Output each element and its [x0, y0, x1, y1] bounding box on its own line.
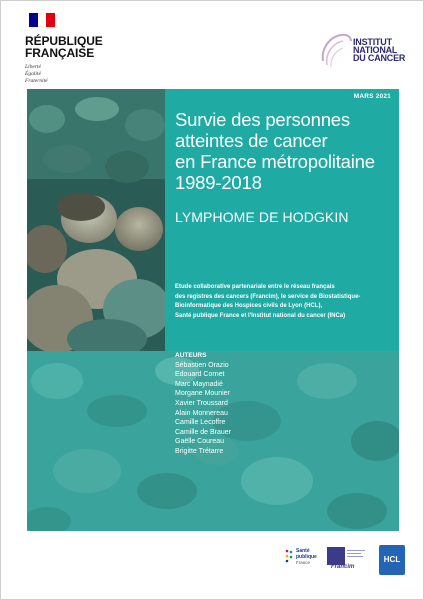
author-name: Morgane Mounier — [175, 390, 230, 398]
francim-wordmark: Francim — [331, 564, 355, 570]
republique-motto — [25, 64, 115, 85]
francim-emblem-icon — [327, 547, 345, 565]
hcl-logo — [379, 545, 405, 575]
inca-line3: DU CANCER — [353, 53, 406, 63]
motto-egalite: Égalité — [25, 71, 41, 77]
motto-liberte: Liberté — [25, 64, 41, 70]
inca-line2: NATIONAL — [353, 45, 398, 55]
title-line-4: 1989-2018 — [175, 172, 262, 193]
french-flag-icon — [29, 13, 55, 27]
author-name: Marc Maynadié — [175, 380, 223, 388]
collab-line-4: Santé publique France et l'Institut national du cancer (INCa) — [175, 312, 346, 319]
author-name: Sébastien Orazio — [175, 361, 229, 369]
sante-publique-dots-icon — [285, 549, 293, 563]
republique-title-line1: RÉPUBLIQUE — [25, 34, 103, 48]
collab-line-3: Bioinformatique des Hospices civils de Lyon (HCL), — [175, 303, 323, 309]
crowd-photo — [27, 89, 165, 351]
title-line-1: Survie des personnes — [175, 109, 350, 130]
publication-date: MARS 2021 — [353, 93, 391, 100]
republique-title-line2: FRANÇAISE — [25, 46, 95, 60]
sante-publique-wordmark — [296, 548, 317, 566]
author-name: Xavier Troussard — [175, 399, 228, 407]
author-name: Gaëlle Coureau — [175, 438, 225, 446]
hcl-wordmark: HCL — [383, 555, 401, 564]
author-name: Brigitte Trétarre — [175, 447, 224, 455]
sp-line1: Santé — [296, 548, 310, 554]
republique-francaise-logo — [25, 13, 115, 85]
title-line-3: en France métropolitaine — [175, 151, 375, 172]
motto-fraternite: Fraternité — [25, 78, 48, 84]
republique-title — [25, 35, 115, 59]
inca-emblem-icon — [319, 31, 355, 71]
collaboration-statement — [175, 283, 397, 321]
author-name: Alain Monnereau — [175, 409, 228, 417]
authors-list — [175, 351, 231, 457]
author-name: Camille de Brauer — [175, 428, 232, 436]
francim-lines-icon — [347, 549, 367, 559]
collab-line-1: Etude collaborative partenariale entre le réseau français — [175, 284, 335, 290]
partner-logos — [1, 539, 424, 579]
report-subtitle: LYMPHOME DE HODGKIN — [175, 209, 349, 225]
report-title — [175, 109, 395, 193]
authors-heading: AUTEURS — [175, 352, 207, 359]
title-line-2: atteintes de cancer — [175, 130, 328, 151]
sp-line2: publique — [296, 554, 317, 560]
sante-publique-france-logo — [285, 545, 319, 573]
cover-panel — [27, 89, 399, 531]
inca-wordmark — [353, 38, 405, 62]
sp-line3: France — [296, 560, 311, 565]
author-name: Camille Lecoffre — [175, 419, 226, 427]
francim-logo — [327, 547, 369, 573]
inca-logo — [319, 31, 411, 71]
author-name: Edouard Cornet — [175, 371, 225, 379]
collab-line-2: des registres des cancers (Francim), le service de Biostatistique- — [175, 293, 361, 300]
inca-line1: INSTITUT — [353, 37, 392, 47]
